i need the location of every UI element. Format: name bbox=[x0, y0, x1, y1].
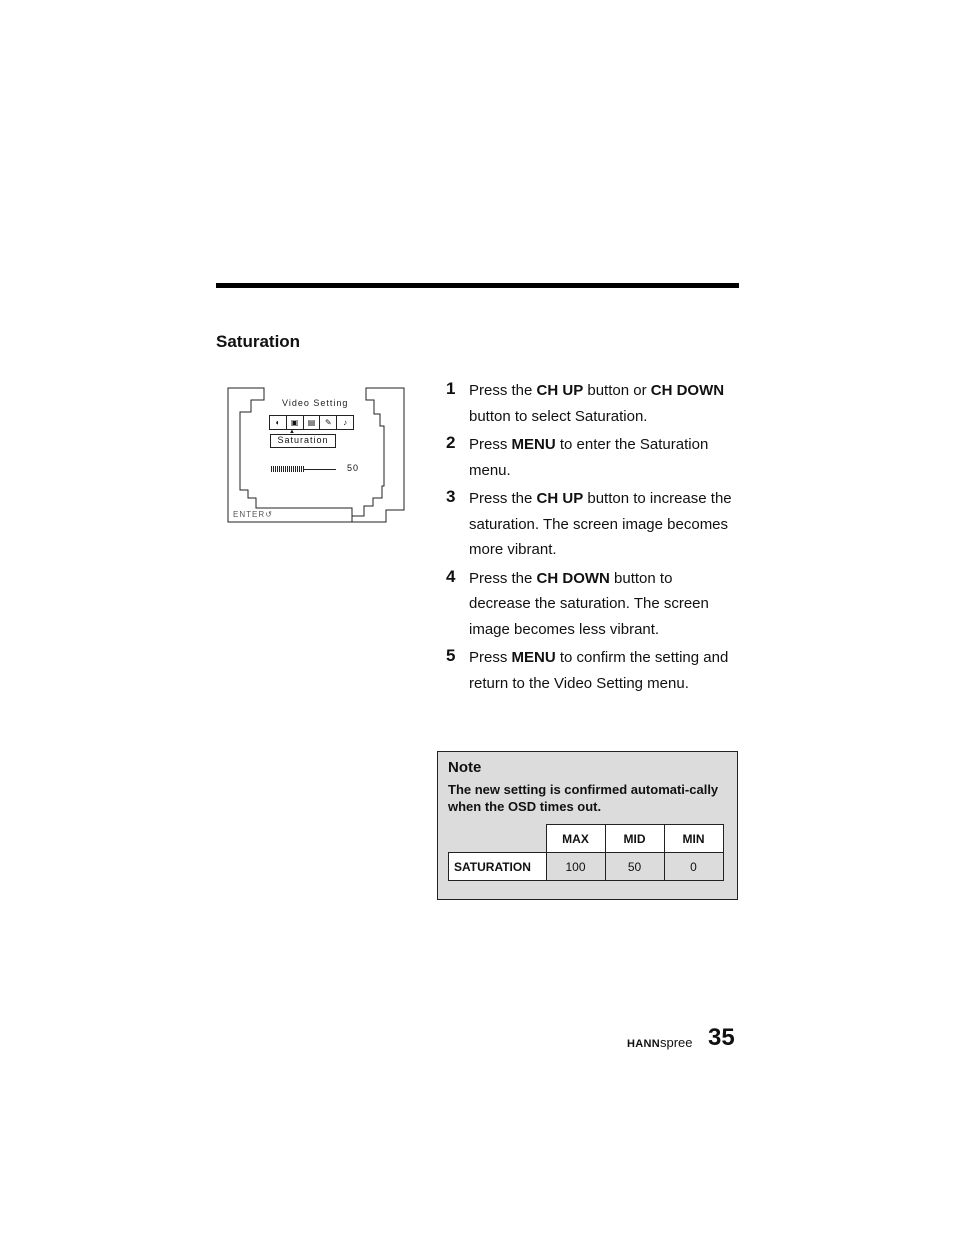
osd-title: Video Setting bbox=[282, 398, 349, 408]
column-header-max: MAX bbox=[546, 825, 605, 853]
step-text: Press bbox=[469, 436, 512, 453]
step-text: Press the bbox=[469, 382, 537, 399]
sound-icon: ♪ bbox=[343, 417, 348, 427]
header-rule bbox=[216, 283, 739, 288]
osd-illustration bbox=[226, 386, 406, 524]
step-text: Press the bbox=[469, 490, 537, 507]
osd-icon-bar bbox=[269, 415, 354, 430]
adjust-icon: ◐ bbox=[270, 416, 287, 429]
step-number: 2 bbox=[446, 433, 456, 452]
cell-max: 100 bbox=[546, 853, 605, 881]
step-number: 5 bbox=[446, 646, 456, 665]
step-keyword: MENU bbox=[511, 649, 556, 666]
saturation-slider bbox=[271, 465, 336, 473]
cell-min: 0 bbox=[664, 853, 723, 881]
list-item bbox=[446, 432, 738, 483]
pointer-icon: ▲ bbox=[289, 429, 295, 435]
page-number: 35 bbox=[708, 1024, 735, 1051]
step-number: 3 bbox=[446, 487, 456, 506]
list-item bbox=[446, 566, 738, 643]
step-text: to confirm the setting and return to the Video Setting menu. bbox=[469, 649, 729, 692]
list-item bbox=[446, 645, 738, 696]
step-text: Press the bbox=[469, 569, 537, 587]
column-header-mid: MID bbox=[605, 825, 664, 853]
step-text: button to decrease the saturation. The screen image becomes less vibrant. bbox=[469, 569, 709, 638]
step-keyword: CH UP bbox=[536, 382, 584, 399]
slider-track bbox=[304, 469, 337, 470]
enter-icon: ↺ bbox=[265, 510, 273, 519]
note-box bbox=[437, 751, 738, 900]
section-title: Saturation bbox=[216, 332, 301, 351]
osd-selected-item: Saturation bbox=[270, 434, 336, 448]
step-number: 4 bbox=[446, 566, 456, 586]
note-title: Note bbox=[448, 759, 482, 776]
step-text: button to select Saturation. bbox=[469, 407, 648, 425]
picture-icon: ▣ bbox=[287, 416, 304, 429]
column-header-min: MIN bbox=[664, 825, 723, 853]
step-keyword: CH DOWN bbox=[536, 569, 610, 587]
tool-icon: ✎ bbox=[320, 416, 337, 429]
row-label: SATURATION bbox=[449, 853, 547, 881]
list-item bbox=[446, 378, 738, 429]
step-keyword: MENU bbox=[511, 436, 556, 453]
slider-fill bbox=[271, 466, 304, 472]
note-text: The new setting is confirmed automati-cally when the OSD times out. bbox=[448, 782, 719, 814]
slider-value: 50 bbox=[347, 463, 360, 473]
list-item bbox=[446, 486, 738, 563]
brand-logo: HANNspree bbox=[627, 1035, 693, 1050]
step-text: button to increase the saturation. The screen image becomes more vibrant. bbox=[469, 490, 732, 558]
film-icon: ▤ bbox=[304, 416, 321, 429]
step-keyword: CH DOWN bbox=[650, 382, 725, 399]
step-number: 1 bbox=[446, 379, 456, 398]
step-list bbox=[446, 378, 738, 699]
saturation-table bbox=[448, 824, 724, 881]
cell-mid: 50 bbox=[605, 853, 664, 881]
step-keyword: CH UP bbox=[536, 490, 584, 507]
table-row bbox=[449, 853, 724, 881]
step-text: Press bbox=[469, 649, 512, 666]
table-corner bbox=[449, 825, 547, 853]
step-text: to enter the Saturation menu. bbox=[469, 436, 709, 479]
enter-label: ENTER↺ bbox=[233, 510, 273, 519]
step-text: button or bbox=[583, 382, 651, 399]
